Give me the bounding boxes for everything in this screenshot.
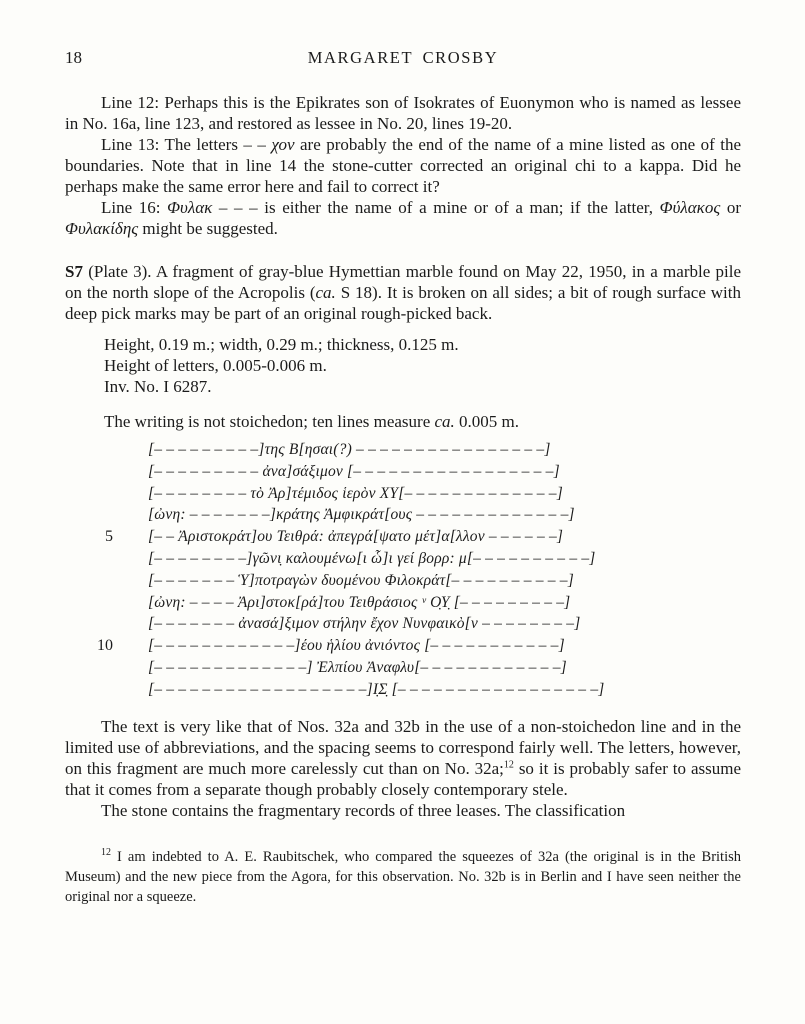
inscription-line-text: [– – – – – – – ἀνασά]ξιμον στήλην ἔχον Νυνφαικὸ[ν – – – – – – – –]	[148, 615, 581, 633]
inscription-line-text: [– – – – – – – – – – – –]έου ἡλίου ἀνιόντος [– – – – – – – – – – –]	[148, 637, 565, 655]
discussion-1-text-pre: The text is very like that of Nos. 32a and 32b in the use of a non-stoichedon line and in the limited use of abbreviations, and the spacing seems to correspond fairly well. The letters, however, on this fragment are much more carelessly cut than on No. 32a;	[65, 716, 741, 778]
paragraph-line16	[65, 197, 741, 239]
entry-s7-text-post: S 18). It is broken on all sides; a bit of rough surface with deep pick marks may be part of an original rough-picked back.	[65, 283, 741, 323]
footnote-12	[65, 847, 741, 907]
inscription-block	[65, 441, 741, 703]
paragraph-line12-text: Line 12: Perhaps this is the Epikrates son of Isokrates of Euonymon who is named as lessee in No. 16a, line 123, and restored as lessee in No. 20, lines 19-20.	[65, 93, 741, 133]
writing-description-line	[65, 411, 741, 432]
inscription-line	[65, 615, 741, 637]
inscription-line-text: [– – – – – – – – – ἀνα]σάξιμον [– – – – – – – – – – – – – – – – –]	[148, 462, 560, 480]
inscription-line-number: 5	[105, 528, 113, 546]
inscription-line-number: 10	[97, 637, 113, 655]
paragraph-line13	[65, 134, 741, 197]
running-title: MARGARET CROSBY	[307, 48, 499, 67]
inscription-line-text: [– – – – – – – –]γῶνι̣ καλουμένω[ι ὧ]ι γεί βορρ: μ[– – – – – – – – – –]	[148, 549, 596, 567]
dimensions-line: Height, 0.19 m.; width, 0.29 m.; thickness, 0.125 m.	[104, 335, 459, 354]
paragraph-line12	[65, 92, 741, 134]
inscription-line-text: [– – – – – – – – – – – – –] Ἐλπίου Ἀναφλυ[– – – – – – – – – – – –]	[148, 658, 567, 676]
measurements-block	[65, 334, 741, 397]
inscription-line-text: [ὠνη: – – – – – – –]κράτης Ἀμφικράτ[ους – – – – – – – – – – – – –]	[148, 506, 575, 524]
inscription-line-text: [– – – – – – – – –]της Β[ησαι(?) – – – – – – – – – – – – – – – –]	[148, 441, 551, 458]
entry-s7-ca-abbrev: ca.	[315, 283, 336, 302]
inscription-line	[65, 637, 741, 659]
line16-text-mid: is either the name of a mine or of a man; if the latter,	[257, 198, 660, 217]
inscription-line	[65, 594, 741, 616]
letter-height-line: Height of letters, 0.005-0.006 m.	[104, 356, 327, 375]
inscription-line	[65, 659, 741, 681]
inscription-line	[65, 463, 741, 485]
discussion-paragraph-2	[65, 800, 741, 821]
inscription-line-text: [– – – – – – – – – – – – – – – – – –]Ι̣Σ̣ [– – – – – – – – – – – – – – – – –]	[148, 680, 605, 698]
discussion-1-text-post: so it is probably safer to assume that it comes from a separate though probably closely contemporary stele.	[65, 758, 741, 799]
page-header	[65, 48, 741, 68]
line13-text-post: are probably the end of the name of a mine listed as one of the boundaries. Note that in line 14 the stone-cutter corrected an original chi to a kappa. Did he perhaps make the same error here and fail to correct it?	[65, 135, 741, 196]
discussion-paragraph-1	[65, 716, 741, 800]
discussion-2-text: The stone contains the fragmentary records of three leases. The classification	[101, 800, 626, 820]
line16-text-post: might be suggested.	[138, 219, 278, 238]
line16-greek-phylakos: Φύλακος	[659, 198, 721, 217]
inscription-line	[65, 485, 741, 507]
line16-greek-phylak: Φυλακ – – –	[167, 198, 258, 217]
line16-text-pre: Line 16:	[101, 198, 168, 217]
footnote-12-marker: 12	[101, 846, 111, 858]
inscription-line	[65, 441, 741, 463]
inscription-line-text: [ὠνη: – – – – Ἀρι]στοκ[ρά]του Τειθράσιος ᵛ Ο̣Υ̣ [– – – – – – – – –]	[148, 593, 571, 611]
inscription-line	[65, 506, 741, 528]
inscription-line-text: [– – – – – – – – τὸ Ἀρ]τέμιδος ἱερὸν ΧΥ[– – – – – – – – – – – – –]	[148, 484, 563, 502]
page-number: 18	[65, 48, 82, 67]
inscription-line-text: [– – – – – – – Ὑ]ποτραγὼν δυομένου Φιλοκράτ[– – – – – – – – – –]	[148, 571, 574, 589]
inscription-line	[65, 550, 741, 572]
inscription-line	[65, 572, 741, 594]
entry-s7-label: S7	[65, 262, 83, 281]
writing-text-post: 0.005 m.	[454, 412, 520, 431]
footnote-reference-12: 12	[503, 758, 514, 770]
inscription-line	[65, 528, 741, 550]
footnote-12-text: I am indebted to A. E. Raubitschek, who compared the squeezes of 32a (the original is in the British Museum) and the new piece from the Agora, for this observation. No. 32b is in Berlin and I have seen neither the original nor a squeeze.	[65, 848, 741, 905]
inscription-line-text: [– – Ἀριστοκράτ]ου Τειθρά: ἀπεγρά[ψατο μέτ]α[λλον – – – – – –]	[148, 528, 564, 546]
line13-greek-word: χον	[271, 135, 295, 154]
entry-s7-paragraph	[65, 261, 741, 324]
entry-s7-text-pre: (Plate 3). A fragment of gray-blue Hymettian marble found on May 22, 1950, in a marble pile on the north slope of the Acropolis (	[65, 262, 741, 302]
writing-ca-abbrev: ca.	[434, 412, 455, 431]
writing-text-pre: The writing is not stoichedon; ten lines measure	[104, 412, 435, 431]
line16-text-or: or	[720, 198, 741, 217]
line13-text-pre: Line 13: The letters – –	[101, 135, 272, 154]
inventory-number-line: Inv. No. I 6287.	[104, 377, 212, 396]
inscription-line	[65, 681, 741, 703]
line16-greek-phylakides: Φυλακίδης	[65, 219, 139, 238]
